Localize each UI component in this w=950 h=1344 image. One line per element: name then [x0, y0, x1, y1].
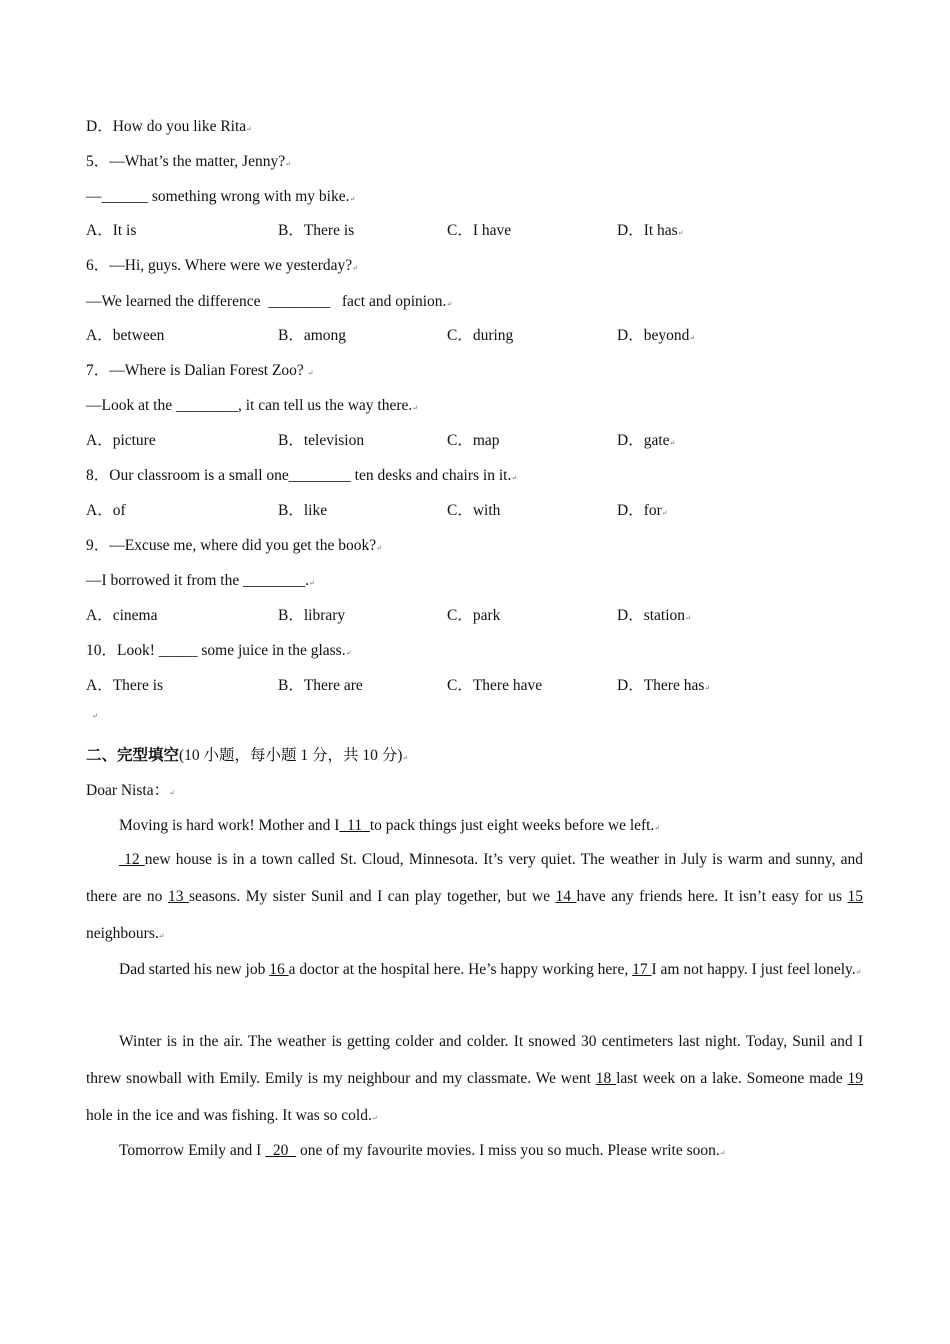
blank-20: 20 [265, 1142, 297, 1159]
q9-option-c: C．park [447, 607, 501, 624]
cloze-paragraph-3: Dad started his new job 16 a doctor at the hospital here. He’s happy working here, 17 I am not happy. I just feel lonely.↵ [119, 961, 862, 978]
q9-option-a: A．cinema [86, 607, 158, 624]
q6-option-b: B．among [278, 327, 347, 344]
blank-11: 11 [339, 817, 370, 834]
q7-stem: 7．—Where is Dalian Forest Zoo? ↵ [86, 362, 314, 379]
q5-option-d: D．It has↵ [617, 222, 684, 239]
paragraph-mark: ↵ [92, 712, 98, 720]
q5-option-b: B．There is [278, 222, 355, 239]
blank-12: 12 [119, 851, 145, 868]
blank-18: 18 [595, 1070, 617, 1087]
cloze-paragraph-1: Moving is hard work! Mother and I 11 to pack things just eight weeks before we left.↵ [119, 817, 661, 834]
q8-stem: 8．Our classroom is a small one________ ten desks and chairs in it.↵ [86, 467, 518, 484]
q7-option-b: B．television [278, 432, 365, 449]
q10-option-d: D．There has↵ [617, 677, 711, 694]
q7-option-d: D．gate↵ [617, 432, 676, 449]
blank-15: 15 [847, 888, 864, 905]
q6-line2: —We learned the difference ________ fact and opinion.↵ [86, 293, 453, 310]
q5-line2: —______ something wrong with my bike.↵ [86, 188, 356, 205]
cloze-paragraph-4: Winter is in the air. The weather is getting colder and colder. It snowed 30 centimeters last night. Today, Sunil and I threw snowball with Emily. Emily is my neighbour and my classmate. We went 18 last week on a lake. Someone made 19 hole in the ice and was fishing. It was so cold.↵ [86, 1033, 863, 1124]
q5-option-a: A．It is [86, 222, 137, 239]
q9-line2: —I borrowed it from the ________.↵ [86, 572, 315, 589]
q8-option-a: A．of [86, 502, 126, 519]
q10-option-c: C．There have [447, 677, 543, 694]
section-title: 二、完型填空(10 小题，每小题 1 分，共 10 分)↵ [86, 747, 409, 764]
q8-option-c: C．with [447, 502, 501, 519]
q9-stem: 9．—Excuse me, where did you get the book?↵ [86, 537, 382, 554]
q5-option-c: C．I have [447, 222, 512, 239]
letter-greeting: Doar Nista：↵ [86, 782, 175, 799]
blank-16: 16 [269, 961, 289, 978]
q7-line2: —Look at the ________, it can tell us the way there.↵ [86, 397, 419, 414]
cloze-paragraph-5: Tomorrow Emily and I 20 one of my favourite movies. I miss you so much. Please write soon.↵ [119, 1142, 726, 1159]
blank-13: 13 [167, 888, 189, 905]
q7-option-c: C．map [447, 432, 500, 449]
q7-option-a: A．picture [86, 432, 156, 449]
blank-17: 17 [632, 961, 652, 978]
q6-option-d: D．beyond↵ [617, 327, 696, 344]
cloze-paragraph-2: 12 new house is in a town called St. Cloud, Minnesota. It’s very quiet. The weather in July is warm and sunny, and there are no 13 seasons. My sister Sunil and I can play together, but we 14 have any friends here. It isn’t easy for us 15 neighbours.↵ [86, 851, 864, 942]
q6-stem: 6．—Hi, guys. Where were we yesterday?↵ [86, 257, 359, 274]
blank-14: 14 [555, 888, 577, 905]
q9-option-d: D．station↵ [617, 607, 691, 624]
q10-option-a: A．There is [86, 677, 164, 694]
q4-option-d: D．How do you like Rita↵ [86, 118, 253, 135]
q8-option-d: D．for↵ [617, 502, 668, 519]
q6-option-a: A．between [86, 327, 165, 344]
q9-option-b: B．library [278, 607, 346, 624]
q10-option-b: B．There are [278, 677, 363, 694]
q6-option-c: C．during [447, 327, 514, 344]
q5-stem: 5．—What’s the matter, Jenny?↵ [86, 153, 291, 170]
q10-stem: 10．Look! _____ some juice in the glass.↵ [86, 642, 352, 659]
blank-19: 19 [847, 1070, 863, 1087]
q8-option-b: B．like [278, 502, 328, 519]
